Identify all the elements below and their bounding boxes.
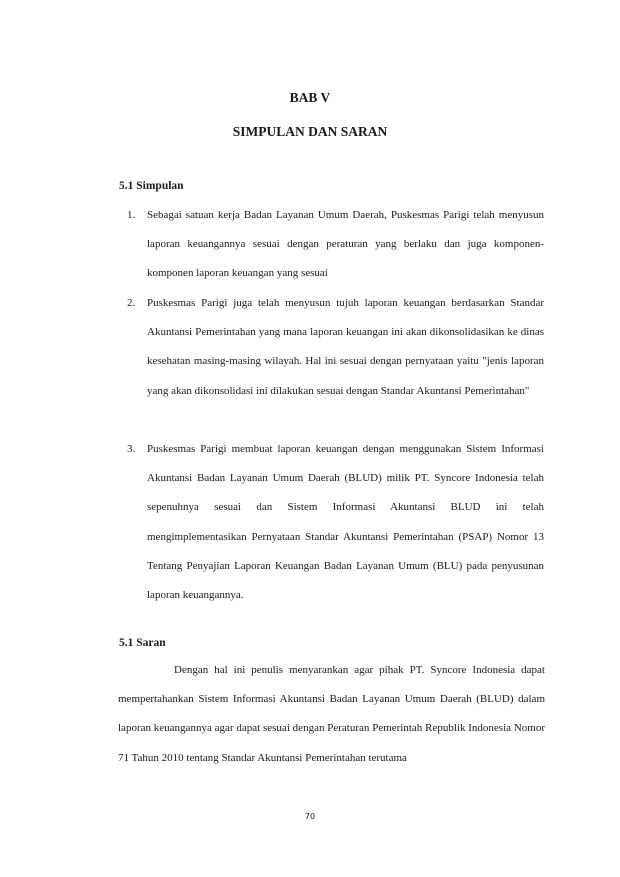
list-item-text: Sebagai satuan kerja Badan Layanan Umum Daerah, Puskesmas Parigi telah menyusun laporan keuangannya sesuai dengan peraturan yang berlaku dan juga komponen-komponen laporan keuangan yang sesuai xyxy=(147,209,544,280)
list-item-number: 3. xyxy=(127,443,136,455)
section-heading-simpulan: 5.1 Simpulan xyxy=(119,180,184,192)
chapter-title: SIMPULAN DAN SARAN xyxy=(232,124,388,139)
list-item-text: Puskesmas Parigi juga telah menyusun tujuh laporan keuangan berdasarkan Standar Akuntansi Pemerintahan yang mana laporan keuangan ini akan dikonsolidasikan ke dinas kesehatan masing-masing wilayah. Hal ini sesuai dengan pernyataan yaitu "jenis laporan yang akan dikonsolidasi ini dilakukan sesuai dengan Standar Akuntansi Pemerintahan" xyxy=(147,297,544,397)
saran-paragraph: Dengan hal ini penulis menyarankan agar pihak PT. Syncore Indonesia dapat mempertahankan Sistem Informasi Akuntansi Badan Layanan Umum Daerah (BLUD) dalam laporan keuangannya agar dapat sesuai dengan Peraturan Pemerintah Republik Indonesia Nomor 71 Tahun 2010 tentang Standar Akuntansi Pemerintahan terutama xyxy=(118,664,545,764)
list-item-number: 2. xyxy=(127,297,136,309)
list-item-number: 1. xyxy=(127,209,136,221)
chapter-number: BAB V xyxy=(289,90,331,105)
list-item-text: Puskesmas Parigi membuat laporan keuangan dengan menggunakan Sistem Informasi Akuntansi Badan Layanan Umum Daerah (BLUD) milik PT. Syncore Indonesia telah sepenuhnya sesuai dan Sistem Informasi Akuntansi BLUD ini telah mengimplementasikan Pernyataan Standar Akuntansi Pemerintahan (PSAP) Nomor 13 Tentang Penyajian Laporan Keuangan Badan Layanan Umum (BLU) pada penyusunan laporan keuangannya. xyxy=(147,443,544,602)
section-heading-saran: 5.1 Saran xyxy=(119,637,166,649)
page-number: 70 xyxy=(304,812,316,821)
